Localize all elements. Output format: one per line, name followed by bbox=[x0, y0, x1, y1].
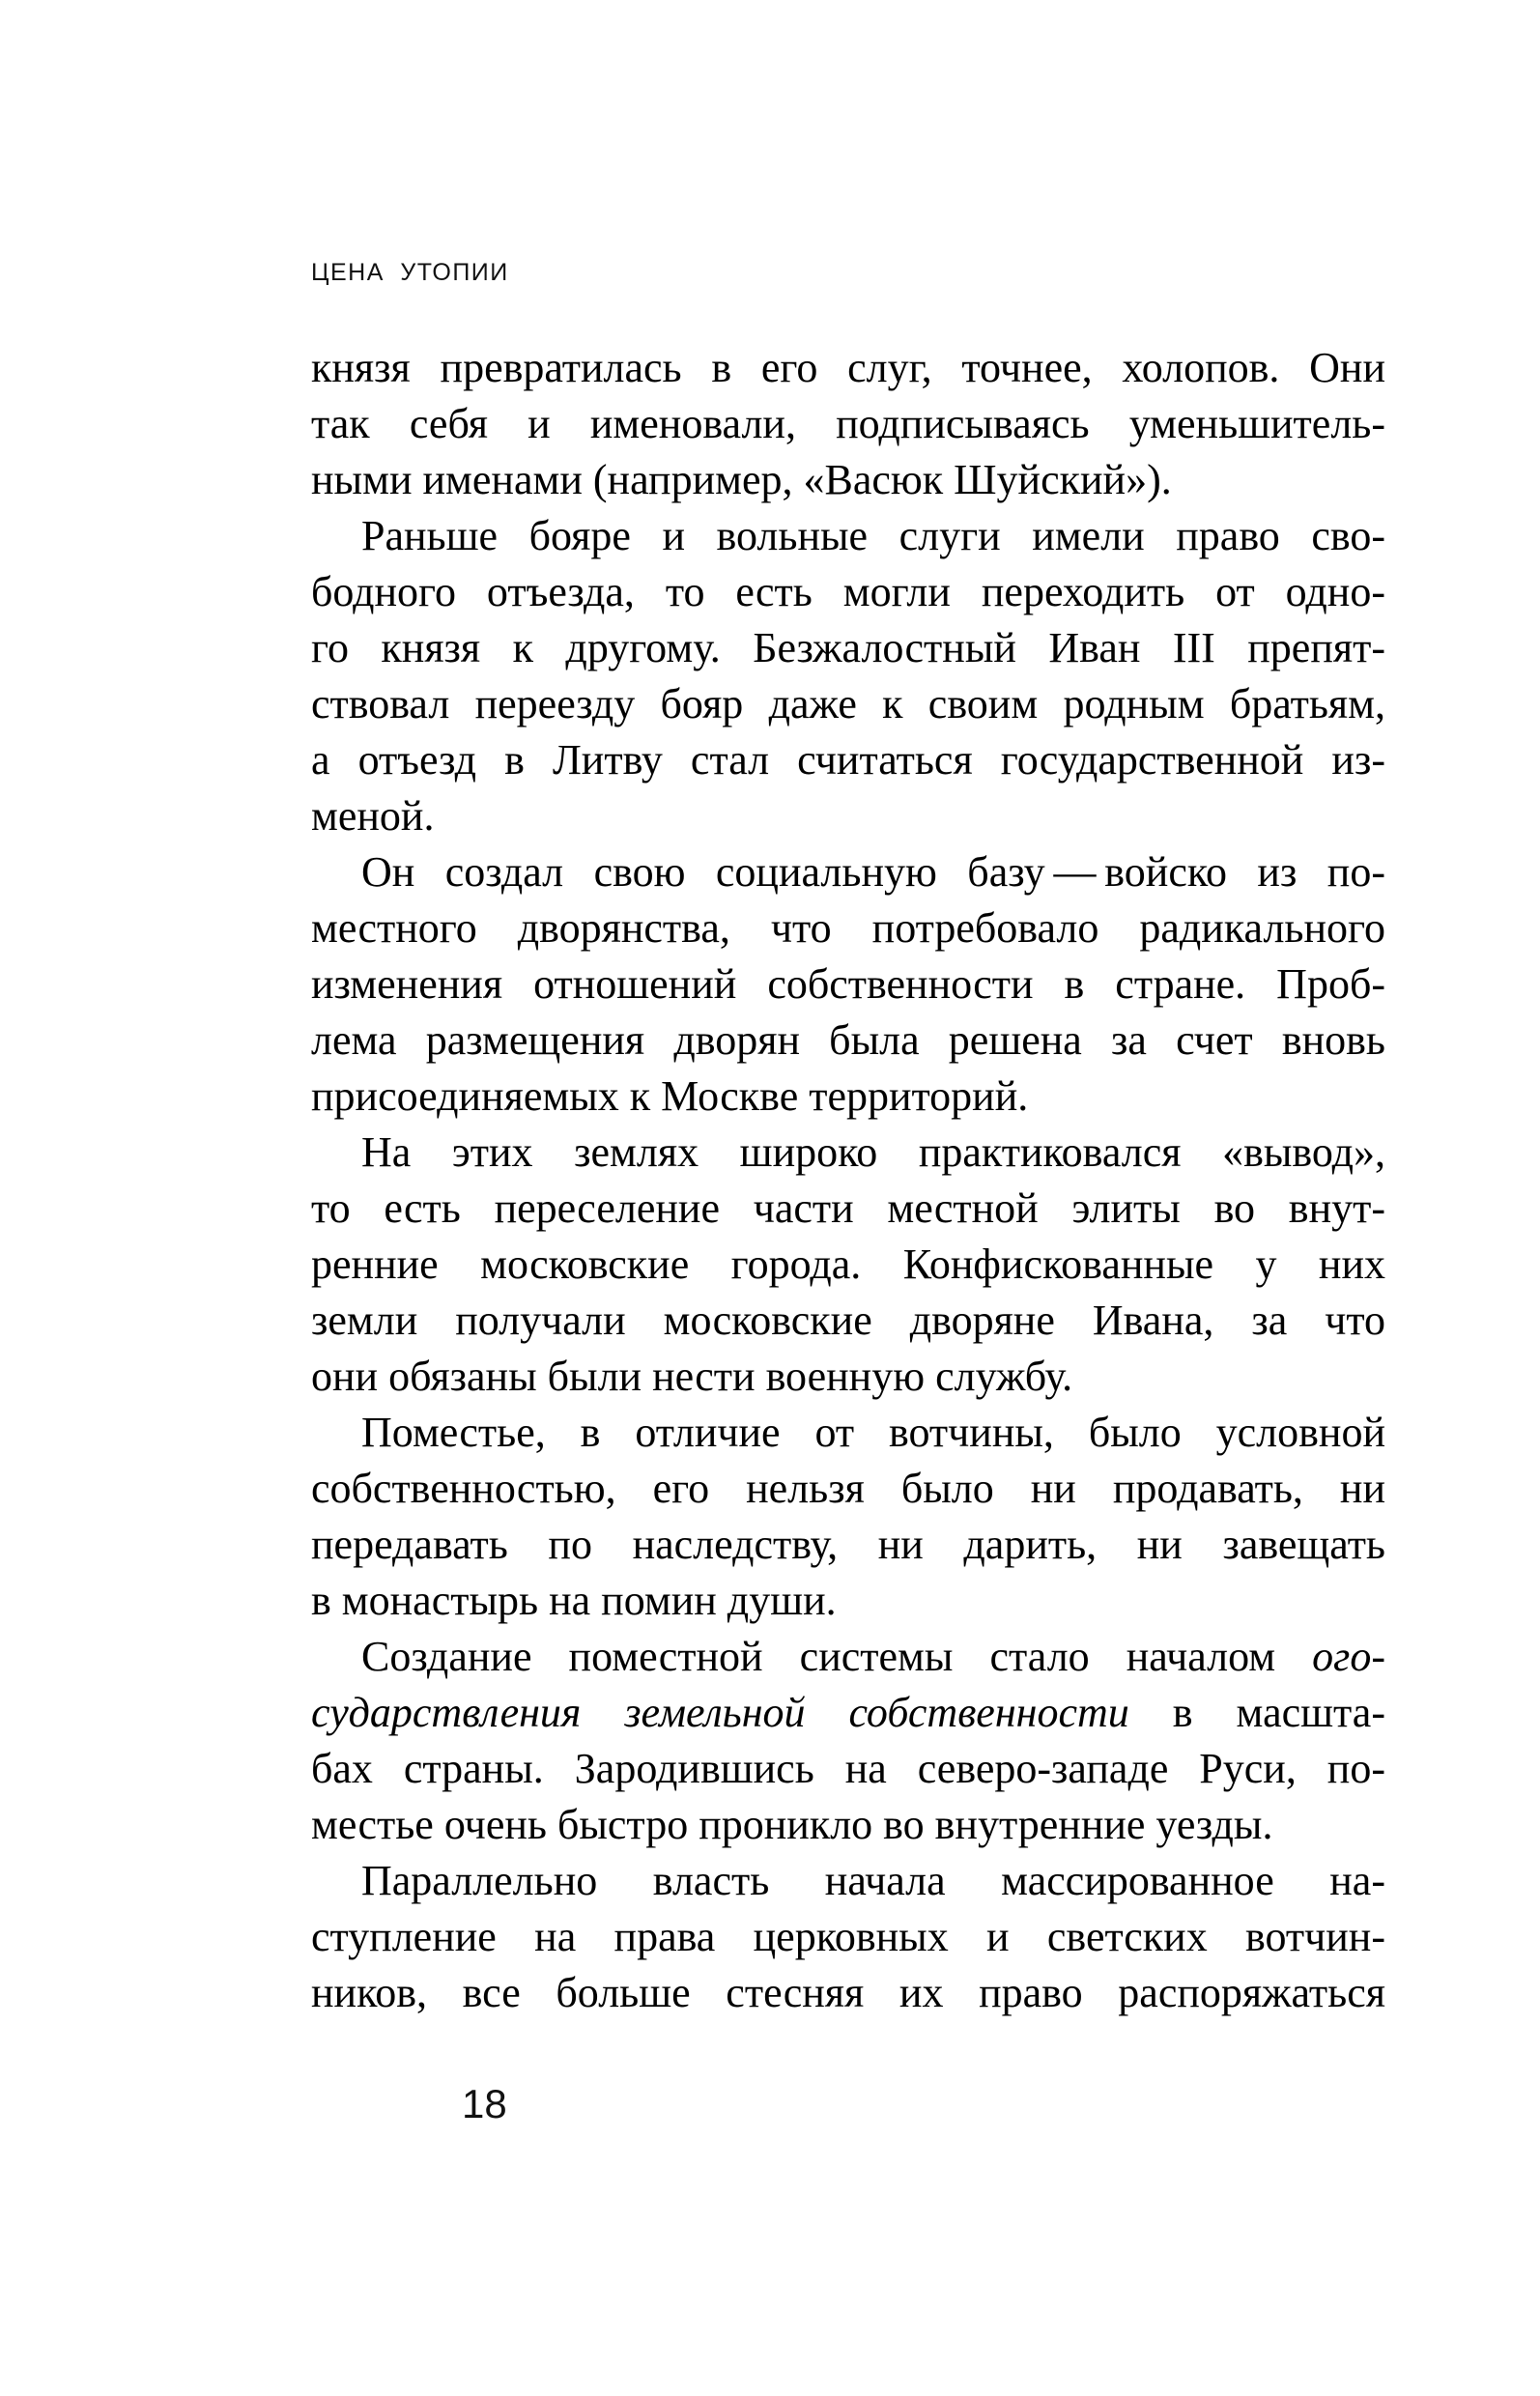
body-text: передавать по наследству, ни дарить, ни завещать bbox=[311, 1521, 1385, 1568]
body-text: ными именами (например, «Васюк Шуйский»). bbox=[311, 456, 1172, 503]
text-line bbox=[311, 396, 1385, 452]
text-line bbox=[311, 1069, 1385, 1125]
body-text: то есть переселение части местной элиты во внут- bbox=[311, 1184, 1385, 1232]
italic-text: ого- bbox=[1312, 1633, 1385, 1680]
body-text: На этих землях широко практиковался «вывод», bbox=[361, 1128, 1385, 1176]
body-text: так себя и именовали, подписываясь уменьшитель- bbox=[311, 400, 1385, 447]
text-line bbox=[311, 1349, 1385, 1405]
body-text: Поместье, в отличие от вотчины, было условной bbox=[361, 1409, 1385, 1456]
body-text: ствовал переезду бояр даже к своим родным братьям, bbox=[311, 680, 1385, 727]
body-text: в монастырь на помин души. bbox=[311, 1577, 837, 1624]
text-line bbox=[311, 452, 1385, 508]
italic-text: сударствления земельной собственности bbox=[311, 1689, 1129, 1736]
text-line bbox=[311, 844, 1385, 900]
text-line bbox=[311, 340, 1385, 396]
text-line bbox=[311, 1405, 1385, 1461]
text-line bbox=[311, 956, 1385, 1013]
body-text: а отъезд в Литву стал считаться государственной из- bbox=[311, 736, 1385, 784]
text-line bbox=[311, 1965, 1385, 2021]
body-text: в масшта- bbox=[1128, 1689, 1385, 1736]
body-text: изменения отношений собственности в стране. Проб- bbox=[311, 960, 1385, 1008]
body-text: Он создал свою социальную базу — войско из по- bbox=[361, 848, 1385, 896]
body-text: Параллельно власть начала массированное на- bbox=[361, 1857, 1385, 1904]
text-line bbox=[311, 620, 1385, 676]
text-line bbox=[311, 1517, 1385, 1573]
body-text: бах страны. Зародившись на северо-западе Руси, по- bbox=[311, 1745, 1385, 1792]
text-line bbox=[311, 1461, 1385, 1517]
text-line bbox=[311, 564, 1385, 620]
text-line bbox=[311, 732, 1385, 788]
text-block bbox=[311, 340, 1385, 2021]
text-line bbox=[311, 1685, 1385, 1741]
body-text: лема размещения дворян была решена за счет вновь bbox=[311, 1016, 1385, 1064]
body-text: го князя к другому. Безжалостный Иван III препят- bbox=[311, 624, 1385, 671]
body-text: собственностью, его нельзя было ни продавать, ни bbox=[311, 1465, 1385, 1512]
text-line bbox=[311, 1629, 1385, 1685]
text-line bbox=[311, 676, 1385, 732]
page-number: 18 bbox=[462, 2081, 507, 2126]
text-line bbox=[311, 900, 1385, 956]
body-text: ступление на права церковных и светских вотчин- bbox=[311, 1913, 1385, 1960]
body-text: бодного отъезда, то есть могли переходить от одно- bbox=[311, 568, 1385, 615]
body-text: меной. bbox=[311, 792, 435, 840]
text-line bbox=[311, 1573, 1385, 1629]
body-text: Создание поместной системы стало началом bbox=[361, 1633, 1313, 1680]
body-text: князя превратилась в его слуг, точнее, холопов. Они bbox=[311, 344, 1385, 391]
body-text: местного дворянства, что потребовало радикального bbox=[311, 904, 1385, 952]
text-line bbox=[311, 1741, 1385, 1797]
text-line bbox=[311, 1293, 1385, 1349]
text-line bbox=[311, 1853, 1385, 1909]
body-text: ренние московские города. Конфискованные у них bbox=[311, 1241, 1385, 1288]
body-text: земли получали московские дворяне Ивана, за что bbox=[311, 1297, 1385, 1344]
text-line bbox=[311, 1237, 1385, 1293]
body-text: ников, все больше стесняя их право распоряжаться bbox=[311, 1969, 1385, 2016]
body-text: присоединяемых к Москве территорий. bbox=[311, 1072, 1029, 1120]
running-header: ЦЕНА УТОПИИ bbox=[311, 259, 509, 286]
text-line bbox=[311, 1909, 1385, 1965]
text-line bbox=[311, 1181, 1385, 1237]
text-line bbox=[311, 1125, 1385, 1181]
text-line bbox=[311, 1797, 1385, 1853]
body-text: они обязаны были нести военную службу. bbox=[311, 1353, 1073, 1400]
text-line bbox=[311, 1013, 1385, 1069]
text-line bbox=[311, 508, 1385, 564]
text-line bbox=[311, 788, 1385, 844]
body-text: местье очень быстро проникло во внутренние уезды. bbox=[311, 1801, 1273, 1848]
body-text: Раньше бояре и вольные слуги имели право сво- bbox=[361, 512, 1385, 559]
